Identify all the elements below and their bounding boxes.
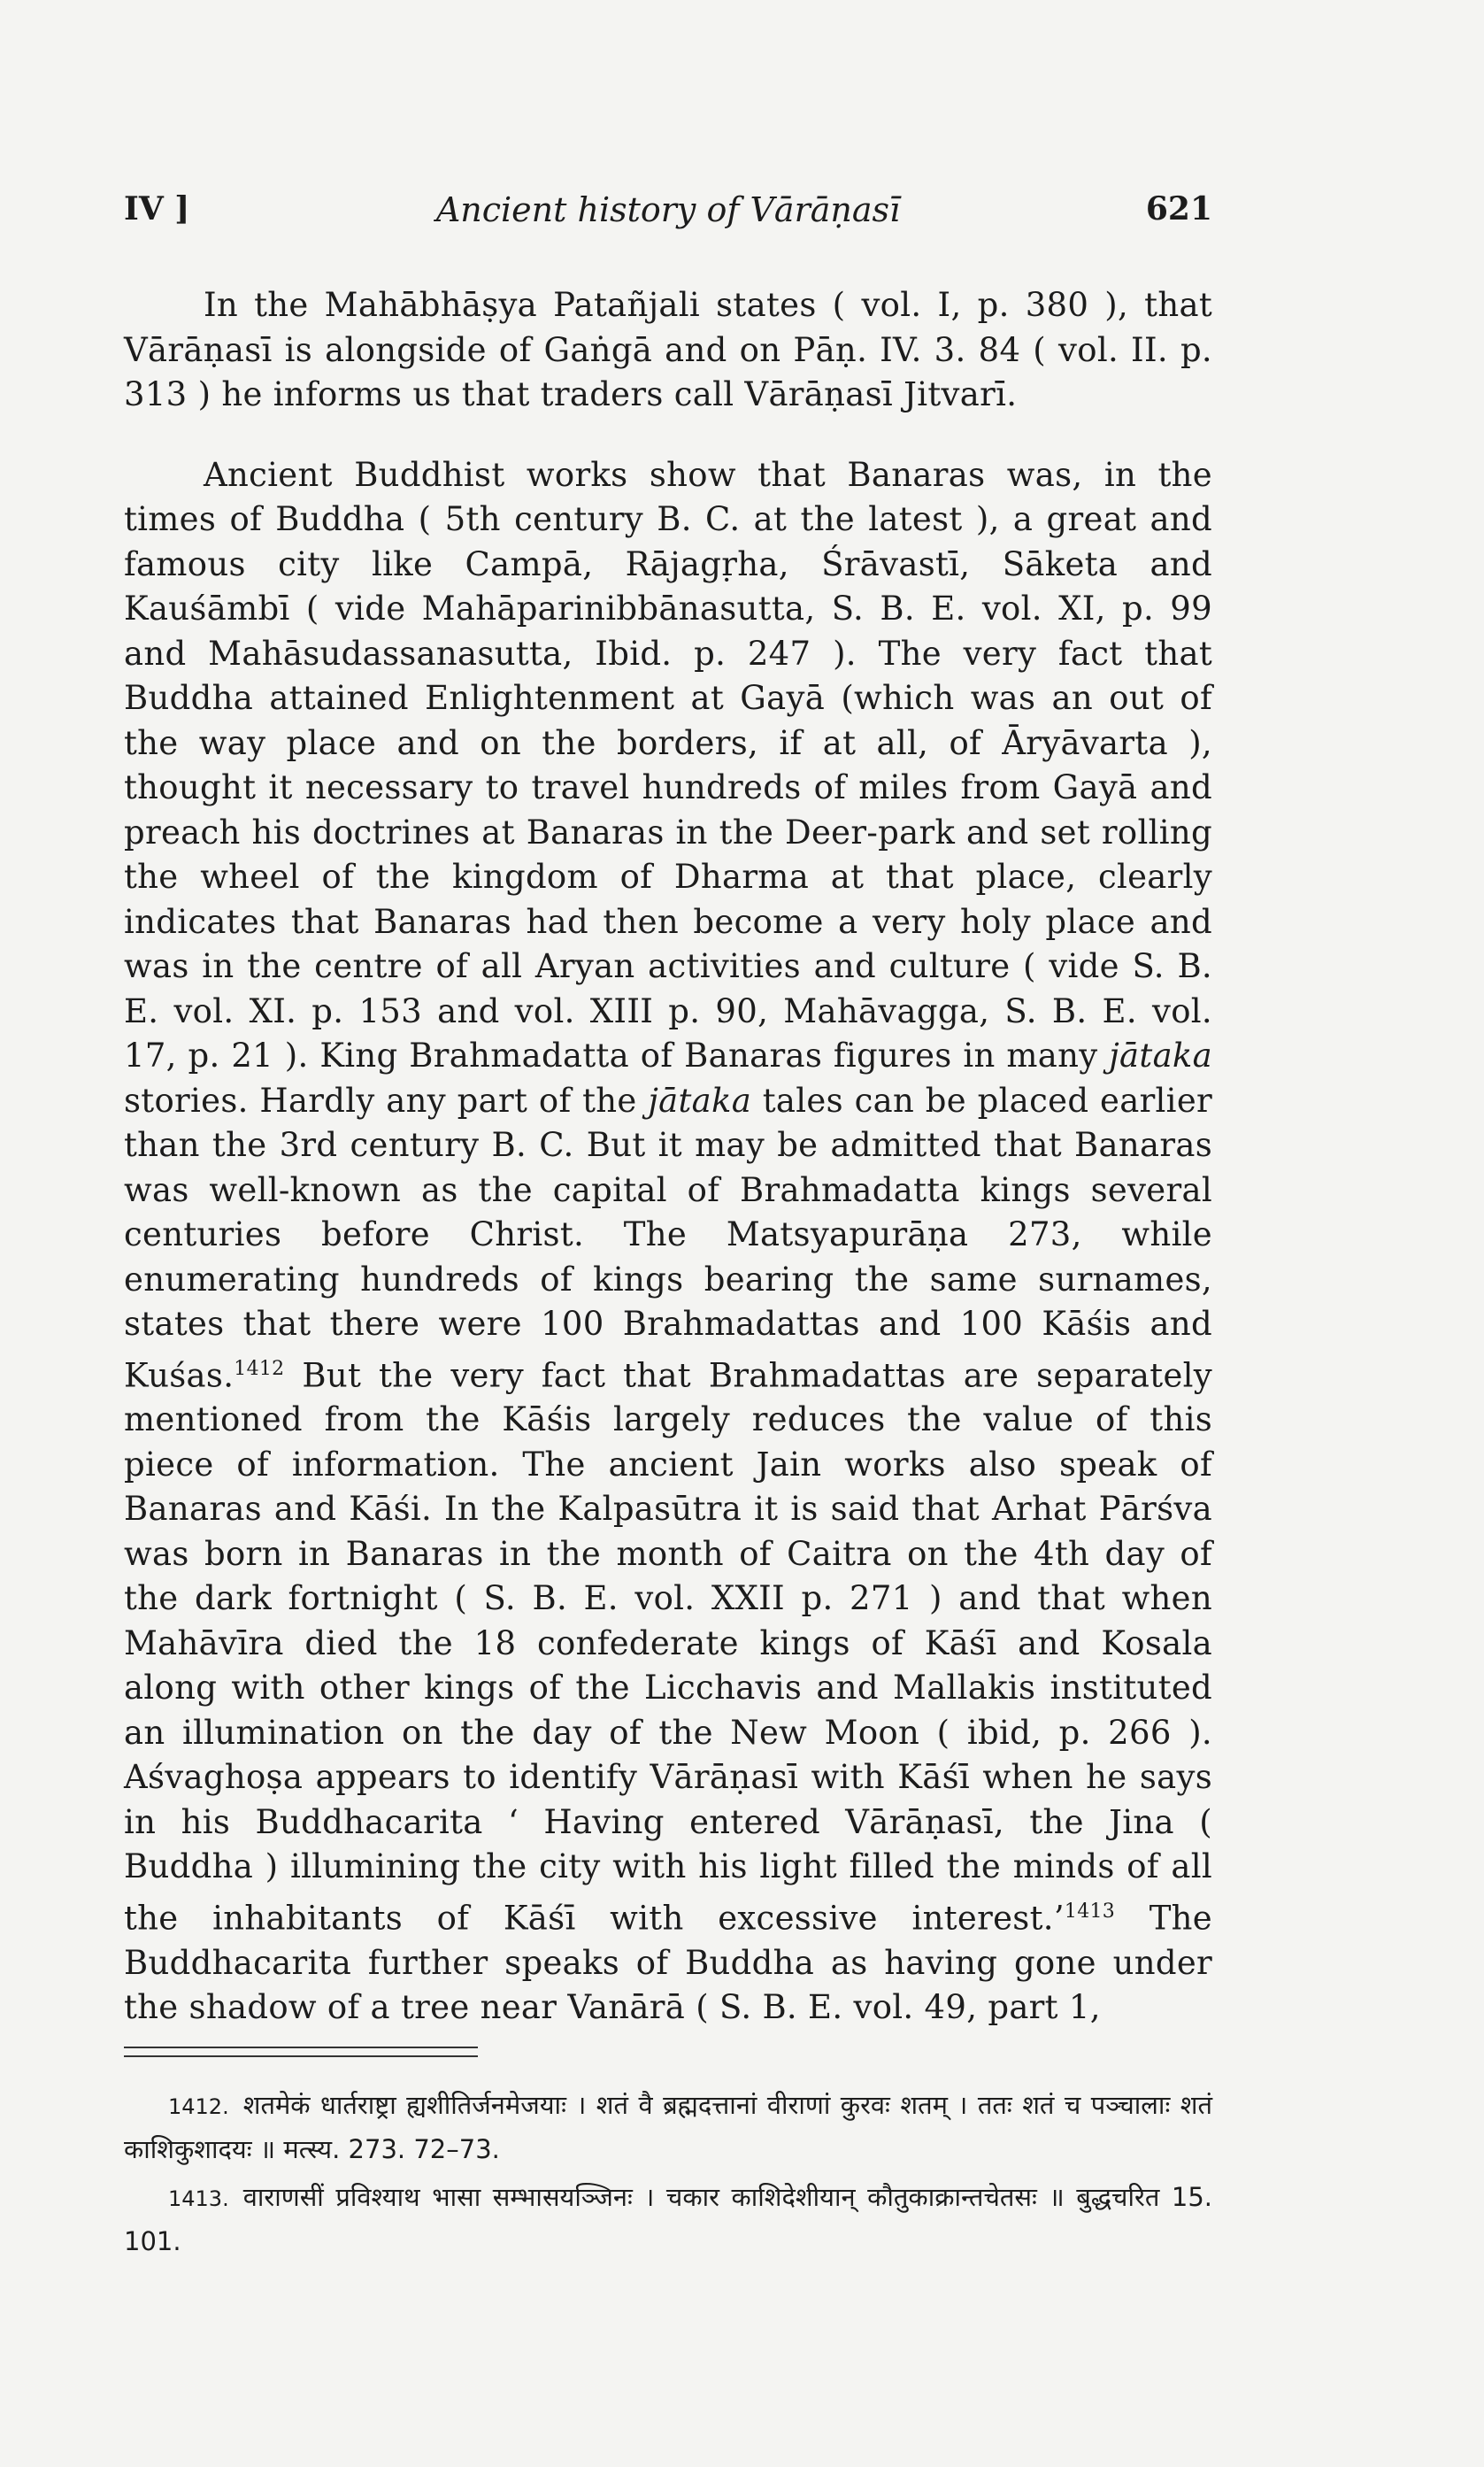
footnote-number: 1413. <box>168 2186 229 2211</box>
page-number: 621 <box>1145 190 1212 227</box>
document-page <box>124 190 1212 2268</box>
running-header <box>124 190 1212 243</box>
paragraph-mahabhasya: In the Mahābhāṣya Patañjali states ( vol. I, p. 380 ), that Vārāṇasī is alongside of Gaṅgā and on Pāṇ. IV. 3. 84 ( vol. II. p. 313 ) he informs us that traders call Vārāṇasī Jitvarī. <box>124 286 1212 413</box>
footnote-text: शतमेकं धार्तराष्ट्रा ह्यशीतिर्जनमेजयाः । शतं वै ब्रह्मदत्तानां वीराणां कुरवः शतम् । ततः शतं च पञ्चालाः शतं काशिकुशादयः ॥ मत्स्य. 273. 72–73. <box>124 2089 1212 2164</box>
footnotes <box>124 2084 1212 2263</box>
paragraph-text: stories. Hardly any part of the <box>124 1081 637 1120</box>
footnote <box>124 2084 1212 2170</box>
paragraph-text: The Buddhacarita further speaks of Buddha as having gone under the shadow of a tree near Vanārā ( S. B. E. vol. 49, part 1, <box>124 1899 1213 2027</box>
footnote-divider <box>124 2047 478 2057</box>
footnote-text: वाराणसीं प्रविश्याथ भासा सम्भासयञ्जिनः । चकार काशिदेशीयान् कौतुकाक्रान्तचेतसः ॥ बुद्धचरित 15. 101. <box>124 2181 1212 2256</box>
jataka-term: jātaka <box>648 1081 752 1120</box>
footnote-number: 1412. <box>168 2093 229 2119</box>
chapter-marker: IV ] <box>124 190 190 227</box>
running-title: Ancient history of Vārāṇasī <box>435 190 901 229</box>
paragraph-text: Ancient Buddhist works show that Banaras was, in the times of Buddha ( 5th century B. C. at the latest ), a great and famous city like Campā, Rājagṛha, Śrāvastī, Sāketa and Kauśāmbī ( vide Mahāparinibbānasutta, S. B. E. vol. XI, p. 99 and Mahāsudassanasutta, Ibid. p. 247 ). The very fact that Buddha attained Enlightenment at Gayā (which was an out of the way place and on the borders, if at all, of Āryāvarta ), thought it necessary to travel hundreds of miles from Gayā and preach his doctrines at Banaras in the Deer-park and set rolling the wheel of the kingdom of Dharma at that place, clearly indicates that Banaras had then become a very holy place and was in the centre of all Aryan activities and culture ( vide S. B. E. vol. XI. p. 153 and vol. XIII p. 90, Mahāvagga, S. B. E. vol. 17, p. 21 ). King Brahmadatta of Banaras figures in many <box>124 455 1212 1075</box>
footnote-ref: 1413 <box>1064 1900 1116 1923</box>
footnote-ref: 1412 <box>234 1357 285 1380</box>
paragraph-text: tales can be placed earlier than the 3rd century B. C. But it may be admitted that Banaras was well-known as the capital of Brahmadatta kings several centuries before Christ. The Matsyapurāṇa 273, while enumerating hundreds of kings bearing the same surnames, states that there were 100 Brahmadattas and 100 Kāśis and Kuśas. <box>124 1081 1213 1394</box>
footnote <box>124 2176 1212 2263</box>
paragraph-text: But the very fact that Brahmadattas are separately mentioned from the Kāśis largely reduces the value of this piece of information. The ancient Jain works also speak of Banaras and Kāśi. In the Kalpasūtra it is said that Arhat Pārśva was born in Banaras in the month of Caitra on the 4th day of the dark fortnight ( S. B. E. vol. XXII p. 271 ) and that when Mahāvīra died the 18 confederate kings of Kāśī and Kosala along with other kings of the Licchavis and Mallakis instituted an illumination on the day of the New Moon ( ibid, p. 266 ). Aśvaghoṣa appears to identify Vārāṇasī with Kāśī when he says in his Buddhacarita ‘ Having entered Vārāṇasī, the Jina ( Buddha ) illumining the city with his light filled the minds of all the inhabitants of Kāśī with excessive interest.’ <box>124 1355 1212 1938</box>
jataka-term: jātaka <box>1109 1037 1213 1075</box>
paragraph-buddhist-works <box>124 453 1212 2031</box>
